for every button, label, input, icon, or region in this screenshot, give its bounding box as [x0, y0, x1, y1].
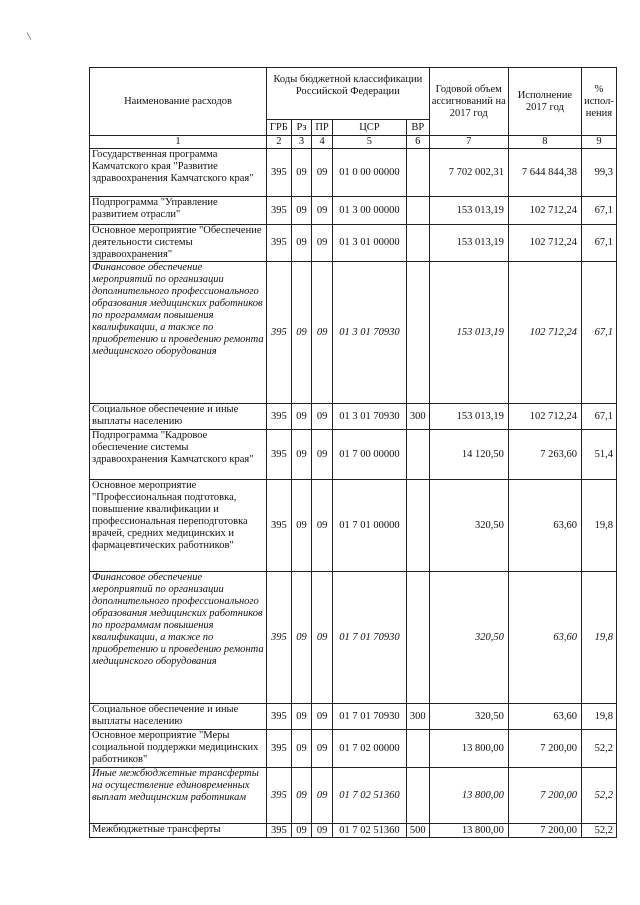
row-pct-cell: 67,1 — [581, 262, 616, 404]
col-name-header: Наименование расходов — [90, 68, 267, 136]
row-vr-cell — [406, 430, 429, 480]
index-cell: 9 — [581, 136, 616, 149]
index-cell: 7 — [429, 136, 508, 149]
row-pr-cell: 09 — [312, 768, 333, 824]
row-csr-cell: 01 3 00 00000 — [332, 197, 406, 225]
index-cell: 1 — [90, 136, 267, 149]
col-pct-header: % испол-нения — [581, 68, 616, 136]
row-plan-cell: 153 013,19 — [429, 262, 508, 404]
sub-header-rz: Рз — [291, 120, 312, 136]
row-pct-cell: 52,2 — [581, 730, 616, 768]
row-plan-cell: 13 800,00 — [429, 730, 508, 768]
row-rz-cell: 09 — [291, 730, 312, 768]
row-pr-cell: 09 — [312, 480, 333, 572]
sub-header-pr: ПР — [312, 120, 333, 136]
row-pr-cell: 09 — [312, 262, 333, 404]
row-plan-cell: 14 120,50 — [429, 430, 508, 480]
row-grb-cell: 395 — [267, 197, 292, 225]
table-row — [90, 704, 617, 730]
row-vr-cell: 500 — [406, 824, 429, 838]
col-codes-header: Коды бюджетной классификации Российской Федерации — [267, 68, 430, 120]
index-cell: 4 — [312, 136, 333, 149]
row-exec-cell: 7 200,00 — [508, 768, 581, 824]
row-vr-cell — [406, 768, 429, 824]
row-rz-cell: 09 — [291, 824, 312, 838]
row-grb-cell: 395 — [267, 225, 292, 262]
row-pct-cell: 67,1 — [581, 404, 616, 430]
row-vr-cell — [406, 197, 429, 225]
table-row — [90, 262, 617, 404]
row-plan-cell: 13 800,00 — [429, 824, 508, 838]
table-row — [90, 430, 617, 480]
row-csr-cell: 01 3 01 00000 — [332, 225, 406, 262]
table-row — [90, 480, 617, 572]
row-vr-cell — [406, 480, 429, 572]
row-csr-cell: 01 7 02 51360 — [332, 824, 406, 838]
table-row — [90, 149, 617, 197]
row-csr-cell: 01 7 00 00000 — [332, 430, 406, 480]
row-rz-cell: 09 — [291, 149, 312, 197]
row-grb-cell: 395 — [267, 430, 292, 480]
row-name-cell: Основное мероприятие "Меры социальной поддержки медицинских работников" — [90, 730, 267, 768]
row-plan-cell: 7 702 002,31 — [429, 149, 508, 197]
row-grb-cell: 395 — [267, 768, 292, 824]
row-exec-cell: 7 644 844,38 — [508, 149, 581, 197]
row-plan-cell: 153 013,19 — [429, 225, 508, 262]
col-plan-header: Годовой объем ассигнований на 2017 год — [429, 68, 508, 136]
row-pr-cell: 09 — [312, 197, 333, 225]
row-exec-cell: 102 712,24 — [508, 404, 581, 430]
row-csr-cell: 01 7 02 00000 — [332, 730, 406, 768]
index-cell: 8 — [508, 136, 581, 149]
row-name-cell: Подпрограмма "Управление развитием отрасли" — [90, 197, 267, 225]
index-cell: 3 — [291, 136, 312, 149]
row-vr-cell — [406, 225, 429, 262]
row-pct-cell: 67,1 — [581, 225, 616, 262]
row-csr-cell: 01 7 01 70930 — [332, 704, 406, 730]
row-csr-cell: 01 7 01 70930 — [332, 572, 406, 704]
index-cell: 2 — [267, 136, 292, 149]
budget-table — [89, 67, 617, 838]
row-csr-cell: 01 7 02 51360 — [332, 768, 406, 824]
table-row — [90, 404, 617, 430]
sub-header-grb: ГРБ — [267, 120, 292, 136]
row-grb-cell: 395 — [267, 572, 292, 704]
row-name-cell: Социальное обеспечение и иные выплаты населению — [90, 704, 267, 730]
row-rz-cell: 09 — [291, 430, 312, 480]
table-row — [90, 730, 617, 768]
row-pr-cell: 09 — [312, 730, 333, 768]
row-pr-cell: 09 — [312, 824, 333, 838]
row-plan-cell: 153 013,19 — [429, 404, 508, 430]
row-pr-cell: 09 — [312, 572, 333, 704]
row-rz-cell: 09 — [291, 404, 312, 430]
row-grb-cell: 395 — [267, 262, 292, 404]
row-exec-cell: 102 712,24 — [508, 262, 581, 404]
row-name-cell: Подпрограмма "Кадровое обеспечение системы здравоохранения Камчатского края" — [90, 430, 267, 480]
sub-header-vr: ВР — [406, 120, 429, 136]
table-row — [90, 197, 617, 225]
row-plan-cell: 320,50 — [429, 704, 508, 730]
row-grb-cell: 395 — [267, 404, 292, 430]
col-exec-header: Исполнение 2017 год — [508, 68, 581, 136]
row-exec-cell: 63,60 — [508, 704, 581, 730]
sub-header-csr: ЦСР — [332, 120, 406, 136]
row-plan-cell: 13 800,00 — [429, 768, 508, 824]
row-rz-cell: 09 — [291, 197, 312, 225]
row-name-cell: Основное мероприятие "Обеспечение деятельности системы здравоохранения" — [90, 225, 267, 262]
header-row — [90, 68, 617, 120]
row-rz-cell: 09 — [291, 572, 312, 704]
row-name-cell: Финансовое обеспечение мероприятий по организации дополнительного профессионального образования медицинских работников по программам повышения квалификации, а также по приобретению и проведению ремонта медицинского оборудования — [90, 572, 267, 704]
row-rz-cell: 09 — [291, 225, 312, 262]
row-vr-cell — [406, 262, 429, 404]
row-pct-cell: 52,2 — [581, 824, 616, 838]
row-exec-cell: 7 200,00 — [508, 730, 581, 768]
row-csr-cell: 01 0 00 00000 — [332, 149, 406, 197]
row-name-cell: Финансовое обеспечение мероприятий по организации дополнительного профессионального образования медицинских работников по программам повышения квалификации, а также по приобретению и проведению ремонта медицинского оборудования — [90, 262, 267, 404]
row-pct-cell: 99,3 — [581, 149, 616, 197]
row-name-cell: Иные межбюджетные трансферты на осуществление единовременных выплат медицинским работникам — [90, 768, 267, 824]
table-row — [90, 225, 617, 262]
row-vr-cell: 300 — [406, 704, 429, 730]
row-pct-cell: 19,8 — [581, 704, 616, 730]
index-cell: 5 — [332, 136, 406, 149]
row-csr-cell: 01 3 01 70930 — [332, 404, 406, 430]
row-name-cell: Социальное обеспечение и иные выплаты населению — [90, 404, 267, 430]
row-pct-cell: 51,4 — [581, 430, 616, 480]
row-rz-cell: 09 — [291, 704, 312, 730]
table-row — [90, 824, 617, 838]
scan-mark — [27, 28, 39, 39]
row-csr-cell: 01 7 01 00000 — [332, 480, 406, 572]
table-row — [90, 768, 617, 824]
row-grb-cell: 395 — [267, 730, 292, 768]
row-plan-cell: 320,50 — [429, 572, 508, 704]
row-pct-cell: 67,1 — [581, 197, 616, 225]
table-row — [90, 572, 617, 704]
index-cell: 6 — [406, 136, 429, 149]
row-exec-cell: 102 712,24 — [508, 225, 581, 262]
row-pr-cell: 09 — [312, 430, 333, 480]
row-pr-cell: 09 — [312, 225, 333, 262]
row-rz-cell: 09 — [291, 480, 312, 572]
row-pct-cell: 19,8 — [581, 572, 616, 704]
row-name-cell: Межбюджетные трансферты — [90, 824, 267, 838]
row-plan-cell: 153 013,19 — [429, 197, 508, 225]
row-grb-cell: 395 — [267, 704, 292, 730]
row-pr-cell: 09 — [312, 149, 333, 197]
row-name-cell: Основное мероприятие "Профессиональная подготовка, повышение квалификации и профессиональная переподготовка врачей, средних медицинских и фармацевтических работников" — [90, 480, 267, 572]
row-vr-cell — [406, 572, 429, 704]
row-grb-cell: 395 — [267, 824, 292, 838]
row-vr-cell — [406, 149, 429, 197]
row-vr-cell — [406, 730, 429, 768]
row-exec-cell: 102 712,24 — [508, 197, 581, 225]
index-row — [90, 136, 617, 149]
row-pct-cell: 19,8 — [581, 480, 616, 572]
row-grb-cell: 395 — [267, 149, 292, 197]
row-vr-cell: 300 — [406, 404, 429, 430]
row-exec-cell: 63,60 — [508, 480, 581, 572]
table-body — [90, 149, 617, 838]
row-pct-cell: 52,2 — [581, 768, 616, 824]
row-grb-cell: 395 — [267, 480, 292, 572]
row-rz-cell: 09 — [291, 262, 312, 404]
row-exec-cell: 7 263,60 — [508, 430, 581, 480]
row-name-cell: Государственная программа Камчатского края "Развитие здравоохранения Камчатского края" — [90, 149, 267, 197]
row-plan-cell: 320,50 — [429, 480, 508, 572]
row-pr-cell: 09 — [312, 704, 333, 730]
row-csr-cell: 01 3 01 70930 — [332, 262, 406, 404]
row-rz-cell: 09 — [291, 768, 312, 824]
row-pr-cell: 09 — [312, 404, 333, 430]
row-exec-cell: 63,60 — [508, 572, 581, 704]
row-exec-cell: 7 200,00 — [508, 824, 581, 838]
